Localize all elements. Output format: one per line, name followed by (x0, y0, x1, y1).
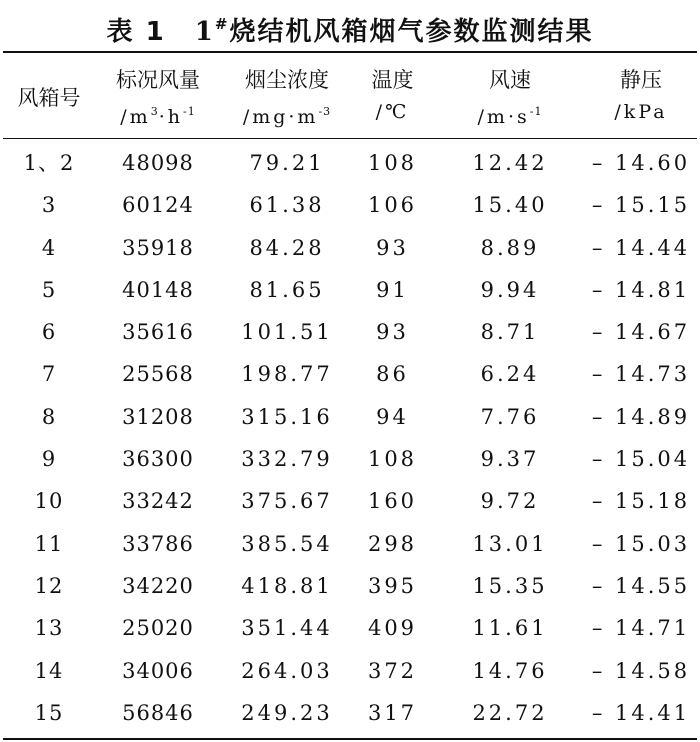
table-cell: – 15.04 (591, 447, 691, 472)
table-row (0, 523, 700, 565)
table-cell: – 15.03 (591, 531, 691, 556)
table-cell: – 14.71 (591, 616, 691, 641)
table-row (0, 142, 700, 184)
table-cell: 9 (41, 447, 57, 472)
table-cell: – 14.60 (591, 151, 691, 175)
table-cell: 93 (376, 320, 409, 345)
table-cell: 56846 (122, 700, 194, 725)
table-cell: 198.77 (241, 362, 333, 387)
header-dust (222, 64, 352, 133)
header-box-number (3, 82, 95, 114)
bottom-rule (3, 738, 697, 740)
table-cell: 91 (376, 277, 409, 302)
table-cell: 33786 (122, 531, 194, 556)
table-cell: – 15.15 (591, 193, 691, 218)
table-cell: – 15.18 (591, 489, 691, 514)
header-pressure (585, 64, 697, 128)
table-cell: 315.16 (241, 404, 333, 429)
table-cell: 317 (367, 700, 418, 725)
table-cell: 81.65 (249, 277, 325, 302)
table-cell: 106 (367, 193, 418, 218)
table-row (0, 692, 700, 734)
table-cell: 11.61 (472, 616, 548, 641)
table-cell: 9.94 (480, 277, 540, 302)
table-cell: 4 (41, 235, 57, 260)
table-cell: 31208 (122, 404, 194, 429)
table-cell: 160 (367, 489, 418, 514)
table-cell: 13 (34, 616, 64, 641)
table-cell: – 14.58 (591, 658, 691, 683)
table-cell: 13.01 (472, 531, 548, 556)
table-row (0, 438, 700, 480)
table-cell: 25568 (122, 362, 194, 387)
table-cell: 418.81 (241, 573, 333, 598)
table-row (0, 650, 700, 692)
table-cell: 61.38 (249, 193, 325, 218)
table-cell: 9.37 (480, 447, 540, 472)
header-label: 烟尘浓度 (245, 68, 329, 92)
table-row (0, 353, 700, 395)
table-cell: 1、2 (23, 151, 75, 175)
table-cell: 15 (34, 700, 64, 725)
table-cell: 12.42 (472, 151, 548, 175)
table-cell: 93 (376, 235, 409, 260)
header-unit: /kPa (614, 101, 668, 123)
table-cell: 7 (41, 362, 57, 387)
table-caption-prefix: 表 1 (106, 17, 166, 47)
table-cell: 22.72 (472, 700, 548, 725)
table-cell: – 14.55 (591, 573, 691, 598)
table-cell: – 14.89 (591, 404, 691, 429)
table-cell: 351.44 (241, 616, 333, 641)
table-cell: 12 (34, 573, 64, 598)
table-cell: 298 (367, 531, 418, 556)
table-cell: 8.71 (480, 320, 540, 345)
header-rule (3, 138, 697, 139)
table-cell: 25020 (122, 616, 194, 641)
table-cell: 34006 (122, 658, 194, 683)
table-cell: 14 (34, 658, 64, 683)
table-cell: 35918 (122, 235, 194, 260)
table-cell: 60124 (122, 193, 194, 218)
table-cell: 6.24 (480, 362, 540, 387)
table-cell: 34220 (122, 573, 194, 598)
table-cell: 35616 (122, 320, 194, 345)
machine-number-mark: # (214, 15, 230, 33)
table-row (0, 227, 700, 269)
table-cell: 33242 (122, 489, 194, 514)
table-cell: 332.79 (241, 447, 333, 472)
header-label: 温度 (371, 68, 414, 92)
table-row (0, 480, 700, 522)
table-cell: 375.67 (241, 489, 333, 514)
table-cell: 84.28 (249, 235, 325, 260)
header-label: 标况风量 (116, 68, 200, 92)
table-row (0, 311, 700, 353)
header-velocity (440, 64, 580, 133)
table-cell: 101.51 (241, 320, 333, 345)
table-cell: – 14.67 (591, 320, 691, 345)
header-unit: $/m^3\cdot h^{-1}$ (120, 105, 196, 128)
table-title-text: 烧结机风箱烟气参数监测结果 (229, 17, 594, 47)
header-label: 风速 (489, 68, 531, 92)
header-unit: /℃ (375, 101, 410, 123)
table-cell: 36300 (122, 447, 194, 472)
table-cell: 14.76 (472, 658, 548, 683)
machine-number: 1 (194, 17, 215, 47)
header-flow (98, 64, 218, 133)
table-cell: 8 (41, 404, 57, 429)
table-cell: – 14.41 (591, 700, 691, 725)
table-cell: 3 (41, 193, 57, 218)
table-cell: 15.40 (472, 193, 548, 218)
table-body (0, 142, 700, 734)
top-rule (3, 51, 697, 53)
table-cell: 40148 (122, 277, 194, 302)
table-cell: 15.35 (472, 573, 548, 598)
table-cell: 10 (34, 489, 64, 514)
table-cell: 7.76 (480, 404, 540, 429)
header-unit: $/m\cdot s^{-1}$ (477, 105, 543, 128)
table-cell: 6 (41, 320, 57, 345)
table-row (0, 269, 700, 311)
table-cell: 409 (367, 616, 418, 641)
table-cell: 86 (376, 362, 409, 387)
table-cell: 79.21 (249, 151, 325, 175)
header-label: 风箱号 (17, 86, 81, 110)
table-cell: 48098 (122, 151, 194, 175)
table-cell: – 14.81 (591, 277, 691, 302)
table-cell: – 14.44 (591, 235, 691, 260)
table-cell: 5 (41, 277, 57, 302)
table-cell: 11 (34, 531, 64, 556)
table-row (0, 396, 700, 438)
table-cell: 264.03 (241, 658, 333, 683)
table-cell: 94 (376, 404, 409, 429)
table-cell: – 14.73 (591, 362, 691, 387)
table-title (0, 4, 700, 52)
table-cell: 8.89 (480, 235, 540, 260)
table-cell: 395 (367, 573, 418, 598)
table-cell: 249.23 (241, 700, 333, 725)
table-row (0, 565, 700, 607)
table-cell: 108 (367, 151, 418, 175)
header-unit: $/mg\cdot m^{-3}$ (242, 105, 332, 128)
header-label: 静压 (620, 68, 662, 92)
table-row (0, 607, 700, 649)
table-cell: 108 (367, 447, 418, 472)
table-cell: 385.54 (241, 531, 333, 556)
header-temperature (355, 64, 430, 128)
table-row (0, 184, 700, 226)
table-cell: 9.72 (480, 489, 540, 514)
table-cell: 372 (367, 658, 418, 683)
